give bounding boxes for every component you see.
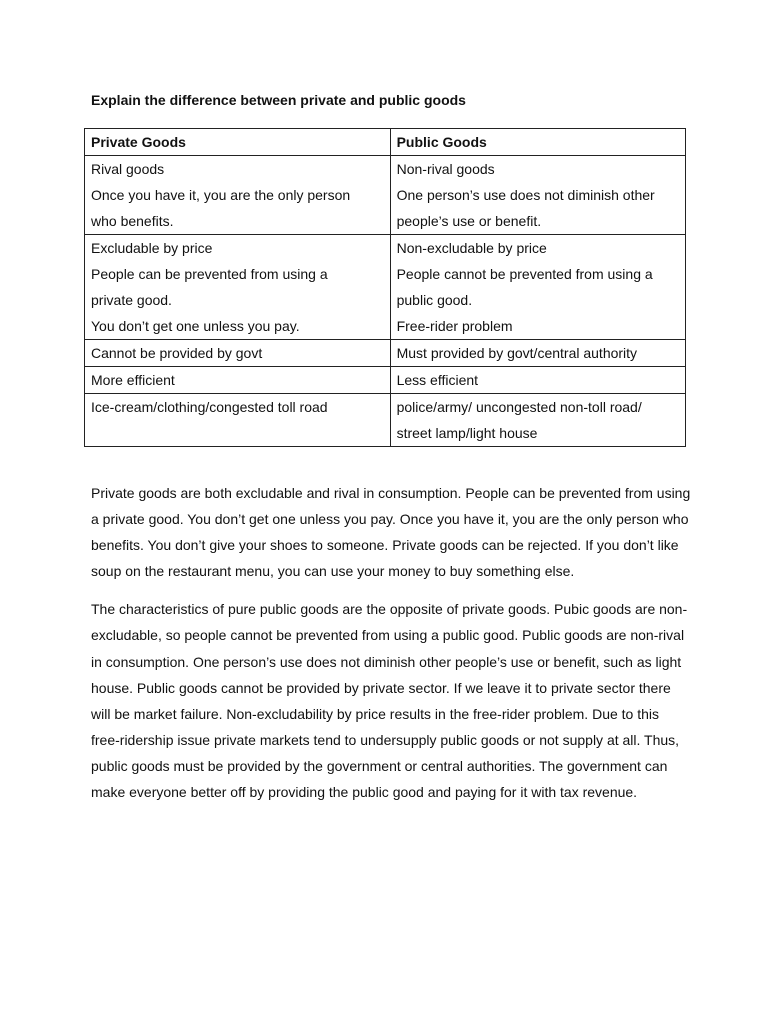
cell-line: One person’s use does not diminish other [396, 187, 655, 203]
body-text [91, 480, 691, 817]
cell-line: Non-excludable by price [396, 240, 547, 256]
cell-line: public good. [396, 292, 473, 308]
public-cell [390, 367, 685, 394]
cell-line: Must provided by govt/central authority [396, 345, 638, 361]
public-cell [390, 235, 685, 340]
cell-line: Excludable by price [91, 240, 213, 256]
cell-line: Cannot be provided by govt [91, 345, 263, 361]
cell-line: Rival goods [91, 161, 165, 177]
cell-line: Ice-cream/clothing/congested toll road [91, 399, 328, 415]
header-public-goods: Public Goods [390, 129, 685, 156]
cell-line: street lamp/light house [396, 425, 538, 441]
table-row [85, 340, 686, 367]
cell-line: Less efficient [396, 372, 479, 388]
cell-line: police/army/ uncongested non-toll road/ [396, 399, 642, 415]
cell-line: Non-rival goods [396, 161, 495, 177]
table-row [85, 367, 686, 394]
cell-line: People cannot be prevented from using a [396, 266, 653, 282]
cell-line: People can be prevented from using a [91, 266, 328, 282]
cell-line: Free-rider problem [396, 318, 513, 334]
private-cell [85, 235, 391, 340]
page-title: Explain the difference between private and public goods [91, 92, 466, 108]
comparison-table [84, 128, 686, 447]
cell-line: who benefits. [91, 213, 174, 229]
table-row [85, 235, 686, 340]
table-row [85, 156, 686, 235]
header-private-goods: Private Goods [85, 129, 391, 156]
private-cell [85, 156, 391, 235]
private-cell [85, 340, 391, 367]
paragraph-public-goods: The characteristics of pure public goods are the opposite of private goods. Pubic goods are non-excludable, so people cannot be prevented from using a public good. Public goods are non-rival in consumption. One person’s use does not diminish other people’s use or benefit, such as light house. Public goods cannot be provided by private sector. If we leave it to private sector there will be market failure. Non-excludability by price results in the free-rider problem. Due to this free-ridership issue private markets tend to undersupply public goods or not supply at all. Thus, public goods must be provided by the government or central authorities. The government can make everyone better off by providing the public good and paying for it with tax revenue. [91, 601, 688, 801]
cell-line: More efficient [91, 372, 175, 388]
public-cell [390, 156, 685, 235]
public-cell [390, 394, 685, 447]
cell-line: people’s use or benefit. [396, 213, 542, 229]
cell-line: Once you have it, you are the only person [91, 187, 351, 203]
cell-line: private good. [91, 292, 172, 308]
table-header-row [85, 129, 686, 156]
private-cell [85, 367, 391, 394]
paragraph-private-goods: Private goods are both excludable and rival in consumption. People can be prevented from using a private good. You don’t get one unless you pay. Once you have it, you are the only person who benefits. You don’t give your shoes to someone. Private goods can be rejected. If you don’t like soup on the restaurant menu, you can use your money to buy something else. [91, 485, 691, 580]
table-row [85, 394, 686, 447]
private-cell [85, 394, 391, 447]
public-cell [390, 340, 685, 367]
cell-line: You don’t get one unless you pay. [91, 318, 300, 334]
